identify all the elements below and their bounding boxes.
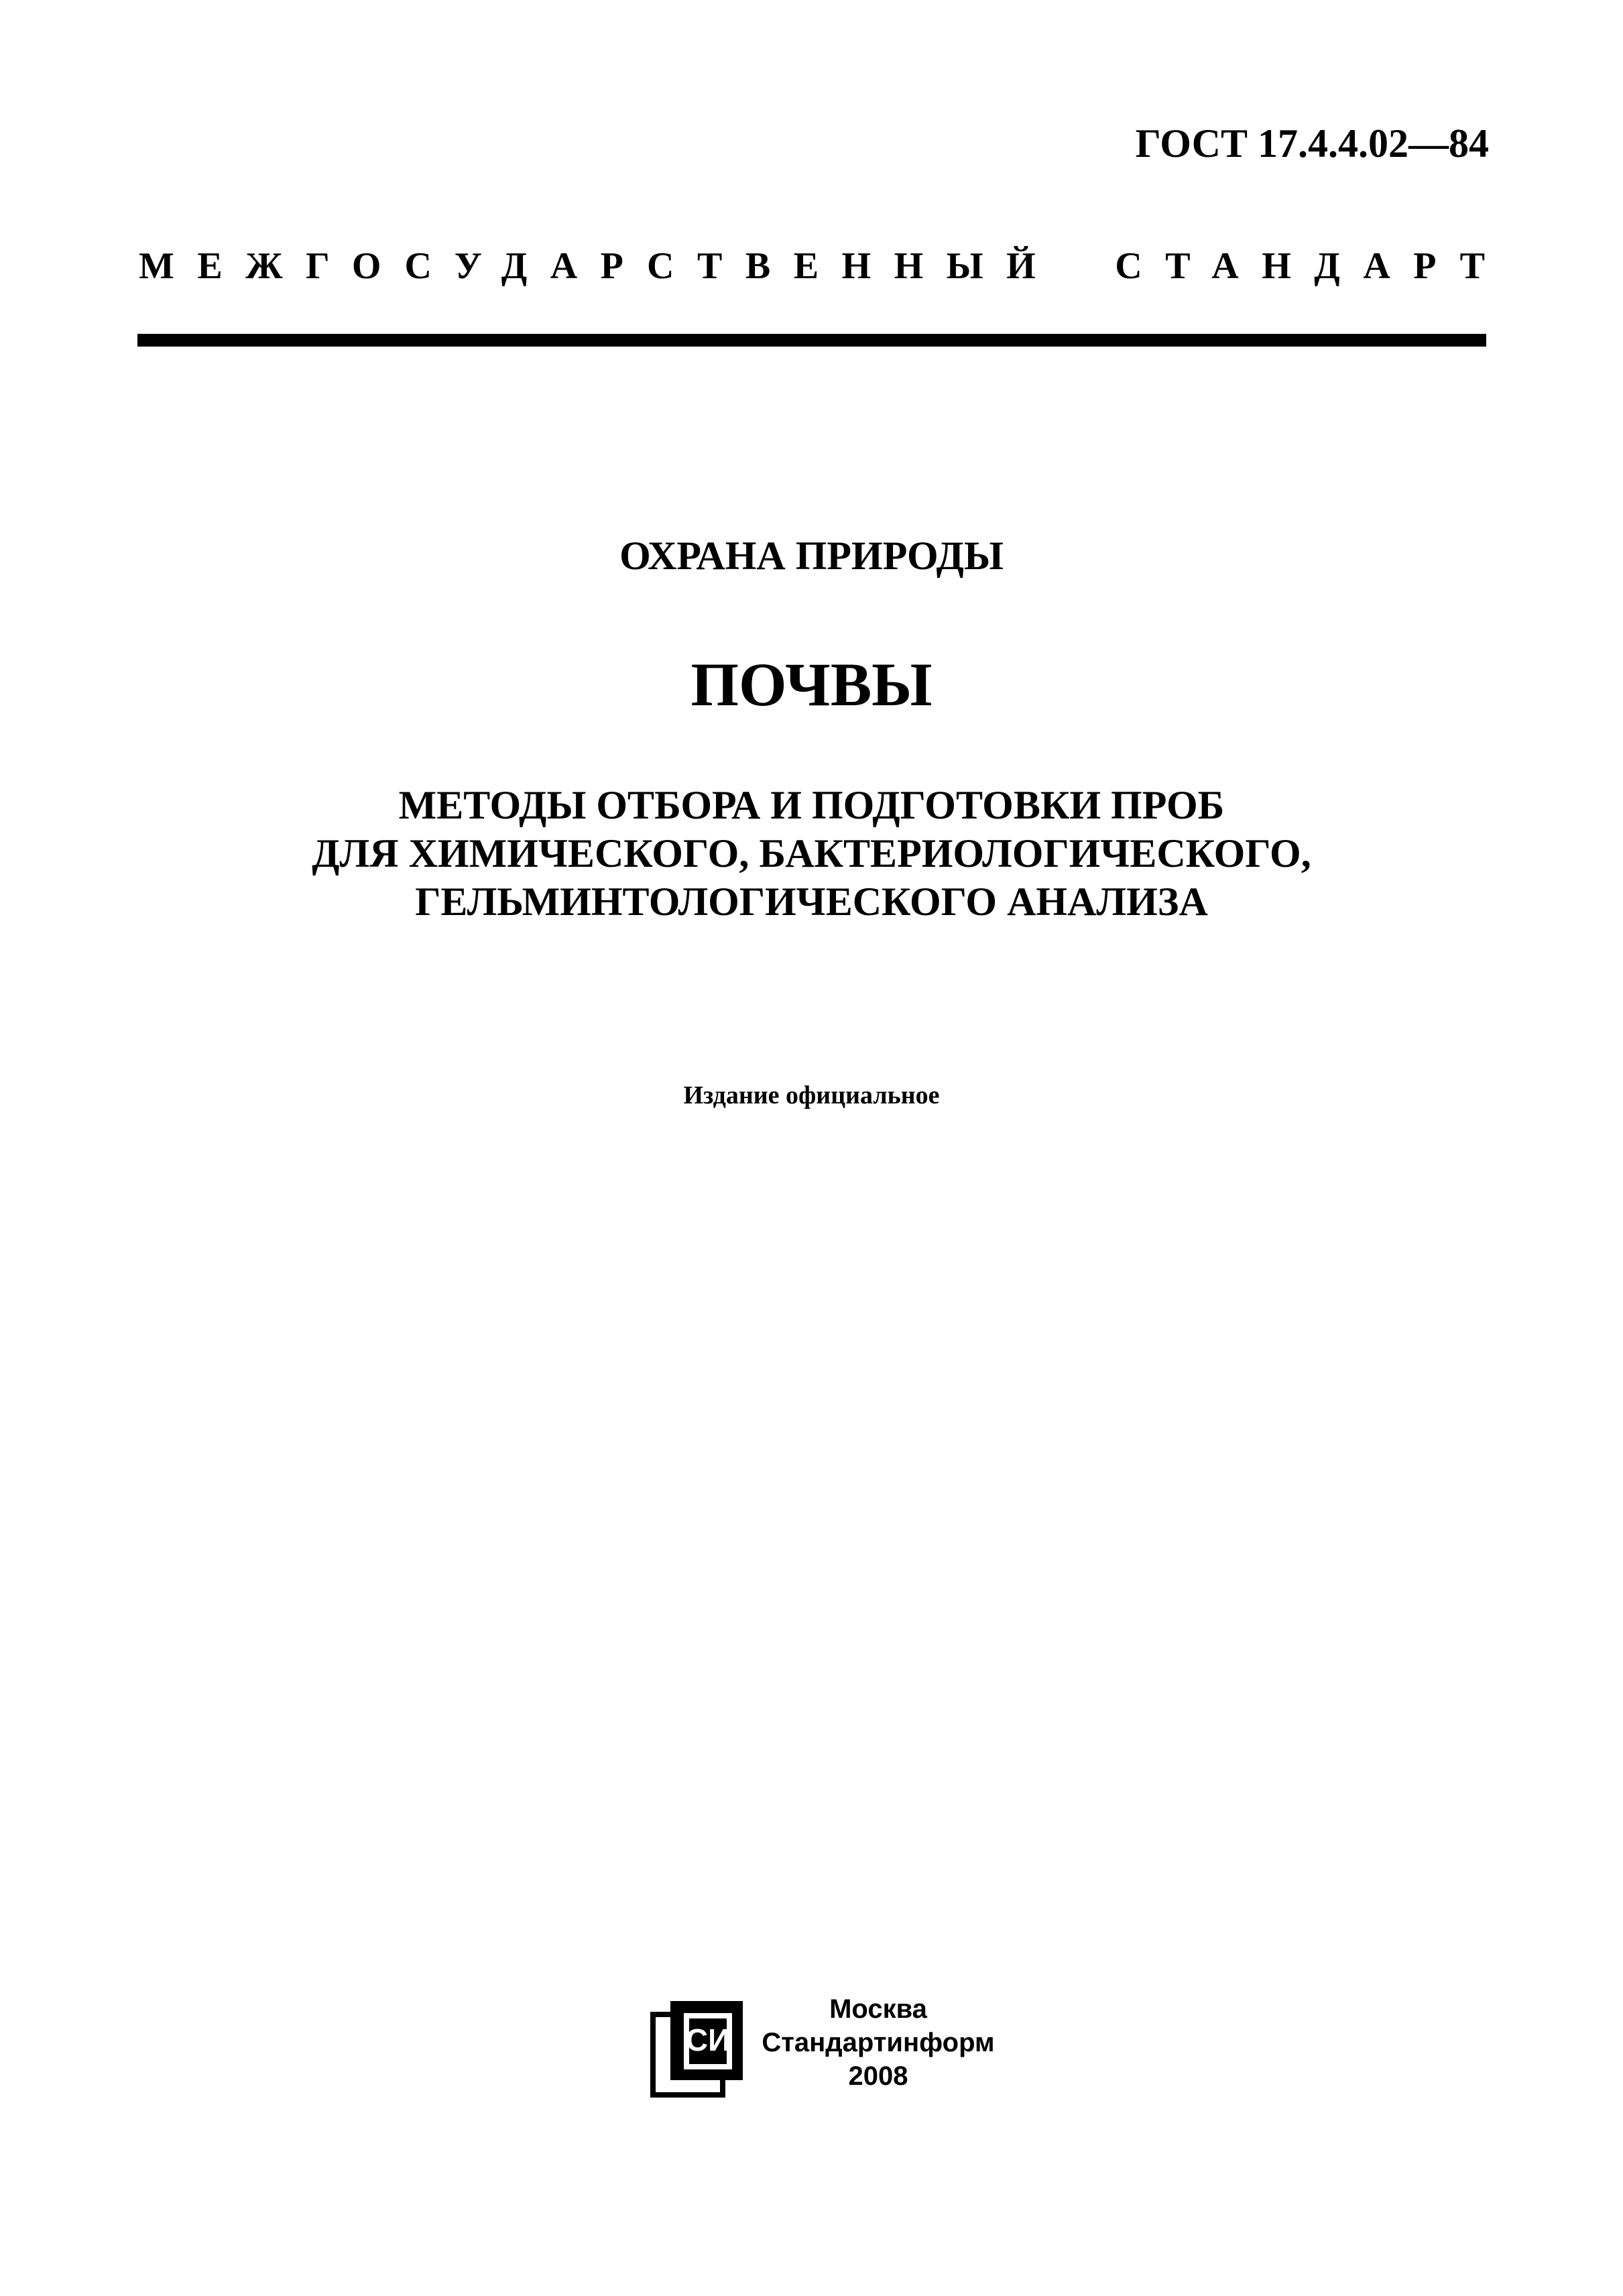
edition-note: Издание официальное	[683, 1081, 940, 1109]
logo-lettering: СИ	[685, 2022, 731, 2057]
publisher-city: Москва	[829, 1994, 927, 2024]
standartinform-logo-icon	[650, 1994, 745, 2100]
subtitle-line-3: ГЕЛЬМИНТОЛОГИЧЕСКОГО АНАЛИЗА	[415, 880, 1208, 924]
publisher-info	[758, 1992, 999, 2093]
document-number: ГОСТ 17.4.4.02—84	[1135, 121, 1489, 166]
publication-year: 2008	[848, 2061, 908, 2091]
standard-type-heading	[139, 245, 1508, 288]
standard-type-word-1: МЕЖГОСУДАРСТВЕННЫЙ	[139, 245, 1059, 287]
standard-type-word-2: СТАНДАРТ	[1115, 245, 1508, 287]
header-divider	[137, 334, 1486, 347]
document-main-title: ПОЧВЫ	[690, 650, 933, 719]
subtitle-line-2: ДЛЯ ХИМИЧЕСКОГО, БАКТЕРИОЛОГИЧЕСКОГО,	[312, 831, 1311, 875]
subtitle-line-1: МЕТОДЫ ОТБОРА И ПОДГОТОВКИ ПРОБ	[398, 783, 1225, 827]
publisher-name: Стандартинформ	[762, 2028, 995, 2057]
document-subtitle	[0, 781, 1623, 926]
document-subject: ОХРАНА ПРИРОДЫ	[619, 534, 1004, 578]
